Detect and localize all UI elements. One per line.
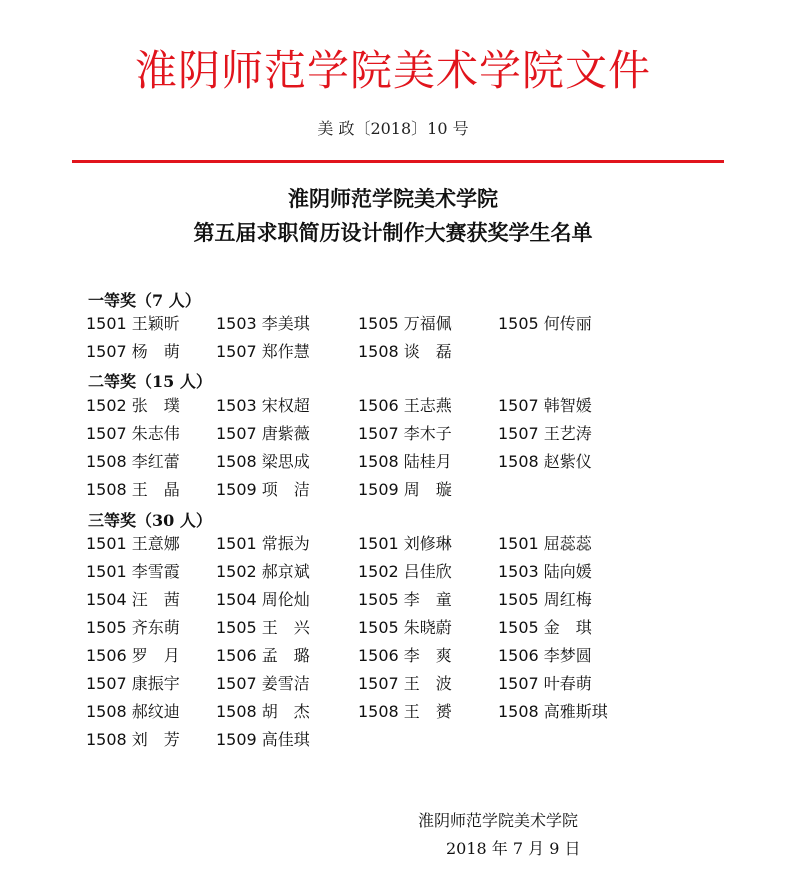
- winner-entry: 1501 王颖昕: [86, 314, 180, 333]
- winner-entry: 1505 王 兴: [216, 618, 310, 637]
- winner-entry: 1508 李红蕾: [86, 452, 180, 471]
- letterhead-title: 淮阴师范学院美术学院文件: [134, 46, 651, 95]
- winner-entry: 1501 李雪霞: [86, 562, 180, 581]
- red-divider-line: [72, 160, 724, 163]
- winner-entry: 1509 周 璇: [358, 480, 452, 499]
- winner-entry: 1507 唐紫薇: [216, 424, 310, 443]
- list-row: [0, 559, 786, 585]
- winner-entry: 1509 高佳琪: [216, 730, 310, 749]
- winner-entry: 1509 项 洁: [216, 480, 310, 499]
- winner-entry: 1502 郝京斌: [216, 562, 310, 581]
- list-row: [0, 393, 786, 419]
- list-row: [0, 477, 786, 503]
- winner-entry: 1504 汪 茜: [86, 590, 180, 609]
- winner-entry: 1507 姜雪洁: [216, 674, 310, 693]
- winner-entry: 1508 王 晶: [86, 480, 180, 499]
- winner-entry: 1505 金 琪: [498, 618, 592, 637]
- winner-entry: 1508 郝纹迪: [86, 702, 180, 721]
- list-row: [0, 531, 786, 557]
- winner-entry: 1505 李 童: [358, 590, 452, 609]
- winner-entry: 1502 吕佳欣: [358, 562, 452, 581]
- winner-entry: 1502 张 璞: [86, 396, 180, 415]
- winner-entry: 1503 陆向媛: [498, 562, 592, 581]
- winner-entry: 1507 杨 萌: [86, 342, 180, 361]
- second-prize-heading: 二等奖（15 人）: [88, 372, 212, 391]
- list-row: [0, 339, 786, 365]
- winner-entry: 1507 韩智媛: [498, 396, 592, 415]
- winner-entry: 1507 叶春萌: [498, 674, 592, 693]
- winner-entry: 1503 宋权超: [216, 396, 310, 415]
- winner-entry: 1506 孟 璐: [216, 646, 310, 665]
- document-number: 美 政〔2018〕10 号: [317, 119, 469, 138]
- list-row: [0, 643, 786, 669]
- list-row: [0, 727, 786, 753]
- winner-entry: 1507 王 波: [358, 674, 452, 693]
- winner-entry: 1507 郑作慧: [216, 342, 310, 361]
- winner-entry: 1506 罗 月: [86, 646, 180, 665]
- document-title-line2: 第五届求职简历设计制作大赛获奖学生名单: [193, 221, 593, 245]
- list-row: [0, 587, 786, 613]
- winner-entry: 1507 康振宇: [86, 674, 180, 693]
- winner-entry: 1507 李木子: [358, 424, 452, 443]
- winner-entry: 1501 刘修琳: [358, 534, 452, 553]
- winner-entry: 1508 梁思成: [216, 452, 310, 471]
- winner-entry: 1501 常振为: [216, 534, 310, 553]
- third-prize-heading: 三等奖（30 人）: [88, 511, 212, 530]
- winner-entry: 1501 王意娜: [86, 534, 180, 553]
- winner-entry: 1505 齐东萌: [86, 618, 180, 637]
- winner-entry: 1504 周伦灿: [216, 590, 310, 609]
- winner-entry: 1506 李 爽: [358, 646, 452, 665]
- winner-entry: 1508 刘 芳: [86, 730, 180, 749]
- winner-entry: 1508 陆桂月: [358, 452, 452, 471]
- winner-entry: 1506 王志燕: [358, 396, 452, 415]
- winner-entry: 1505 何传丽: [498, 314, 592, 333]
- winner-entry: 1508 赵紫仪: [498, 452, 592, 471]
- signature-date: 2018 年 7 月 9 日: [446, 839, 581, 858]
- winner-entry: 1505 朱晓蔚: [358, 618, 452, 637]
- winner-entry: 1508 谈 磊: [358, 342, 452, 361]
- winner-entry: 1507 王艺涛: [498, 424, 592, 443]
- winner-entry: 1508 胡 杰: [216, 702, 310, 721]
- list-row: [0, 615, 786, 641]
- first-prize-heading: 一等奖（7 人）: [88, 291, 201, 310]
- winner-entry: 1505 万福佩: [358, 314, 452, 333]
- signature-organization: 淮阴师范学院美术学院: [418, 811, 579, 830]
- list-row: [0, 671, 786, 697]
- winner-entry: 1501 屈蕊蕊: [498, 534, 592, 553]
- winner-entry: 1507 朱志伟: [86, 424, 180, 443]
- list-row: [0, 421, 786, 447]
- winner-entry: 1508 王 赟: [358, 702, 452, 721]
- winner-entry: 1506 李梦圆: [498, 646, 592, 665]
- winner-entry: 1505 周红梅: [498, 590, 592, 609]
- winner-entry: 1503 李美琪: [216, 314, 310, 333]
- document-title-line1: 淮阴师范学院美术学院: [288, 187, 498, 211]
- list-row: [0, 449, 786, 475]
- winner-entry: 1508 高雅斯琪: [498, 702, 608, 721]
- list-row: [0, 699, 786, 725]
- list-row: [0, 311, 786, 337]
